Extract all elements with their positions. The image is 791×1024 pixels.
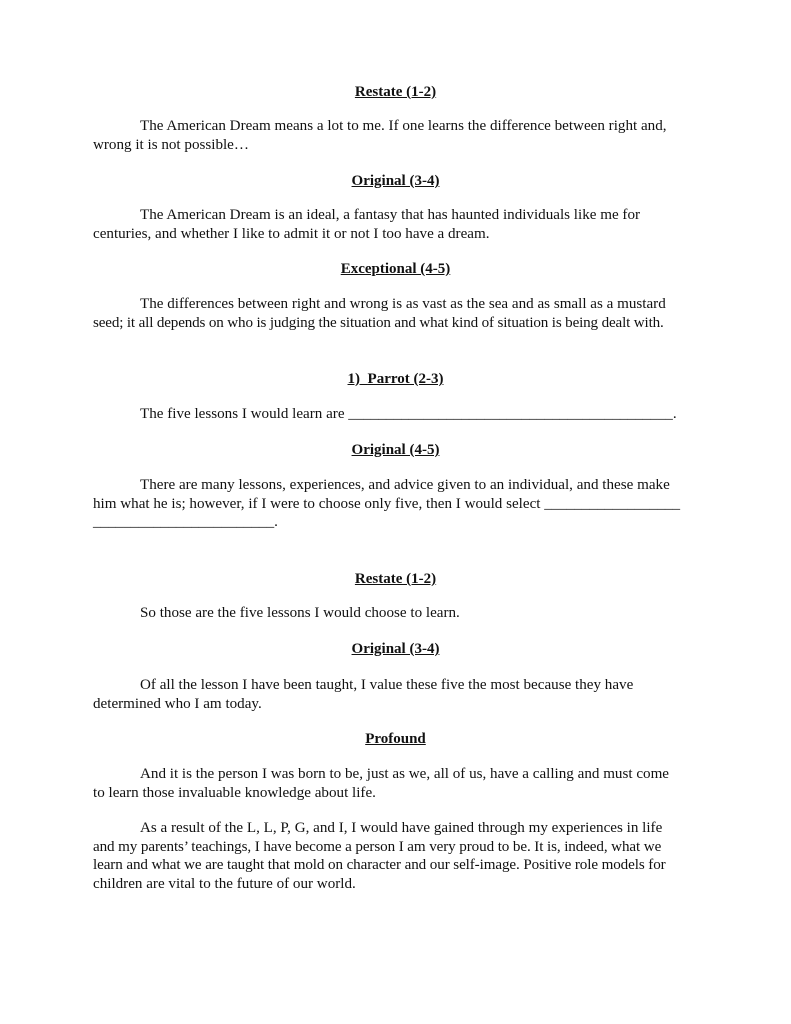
paragraph-conclusion (93, 819, 698, 893)
heading-text: Parrot (2-3) (367, 371, 444, 387)
paragraph-line: determined who I am today. (93, 695, 262, 712)
paragraph-line: children are vital to the future of our world. (93, 875, 356, 892)
paragraph-five-lessons-restate (93, 604, 698, 623)
paragraph-line: seed; it all depends on who is judging the situation and what kind of situation is being dealt with. (93, 314, 664, 331)
paragraph-american-dream-restate (93, 117, 698, 154)
paragraph-line: The differences between right and wrong is as vast as the sea and as small as a mustard (140, 296, 666, 312)
paragraph-line: ________________________. (93, 514, 278, 531)
paragraph-line: centuries, and whether I like to admit it or not I too have a dream. (93, 225, 490, 242)
paragraph-line: him what he is; however, if I were to choose only five, then I would select __________________ (93, 495, 681, 512)
paragraph-line: So those are the five lessons I would choose to learn. (140, 605, 460, 621)
paragraph-line: to learn those invaluable knowledge about life. (93, 784, 376, 801)
heading-exceptional: Exceptional (4-5) (340, 261, 451, 277)
paragraph-line: The American Dream means a lot to me. If one learns the difference between right and, (140, 118, 667, 134)
paragraph-line: The five lessons I would learn are ___________________________________________. (140, 406, 677, 422)
paragraph-line: There are many lessons, experiences, and advice given to an individual, and these make (140, 477, 670, 493)
paragraph-line: and my parents’ teachings, I have become a person I am very proud to be. It is, indeed, what we (93, 838, 662, 855)
heading-number: 1) (347, 371, 361, 387)
paragraph-profound (93, 765, 698, 802)
paragraph-line: wrong it is not possible… (93, 136, 249, 153)
paragraph-line: As a result of the L, L, P, G, and I, I would have gained through my experiences in life (140, 820, 663, 836)
paragraph-five-lessons-parrot (93, 405, 698, 424)
heading-restate: Restate (1-2) (354, 84, 437, 100)
heading-original: Original (3-4) (351, 173, 440, 189)
heading-parrot (93, 370, 698, 388)
heading-original: Original (4-5) (351, 442, 440, 458)
heading-profound: Profound (365, 731, 426, 747)
heading-original: Original (3-4) (351, 641, 440, 657)
paragraph-line: And it is the person I was born to be, just as we, all of us, have a calling and must come (140, 766, 670, 782)
paragraph-line: learn and what we are taught that mold on character and our self-image. Positive role models for (93, 857, 666, 874)
heading-restate: Restate (1-2) (354, 571, 437, 587)
paragraph-right-wrong-exceptional (93, 295, 698, 332)
paragraph-american-dream-original (93, 206, 698, 243)
paragraph-lessons-taught-original (93, 676, 698, 713)
paragraph-five-lessons-original (93, 476, 698, 532)
paragraph-line: Of all the lesson I have been taught, I value these five the most because they have (140, 677, 634, 693)
paragraph-line: The American Dream is an ideal, a fantasy that has haunted individuals like me for (140, 207, 641, 223)
